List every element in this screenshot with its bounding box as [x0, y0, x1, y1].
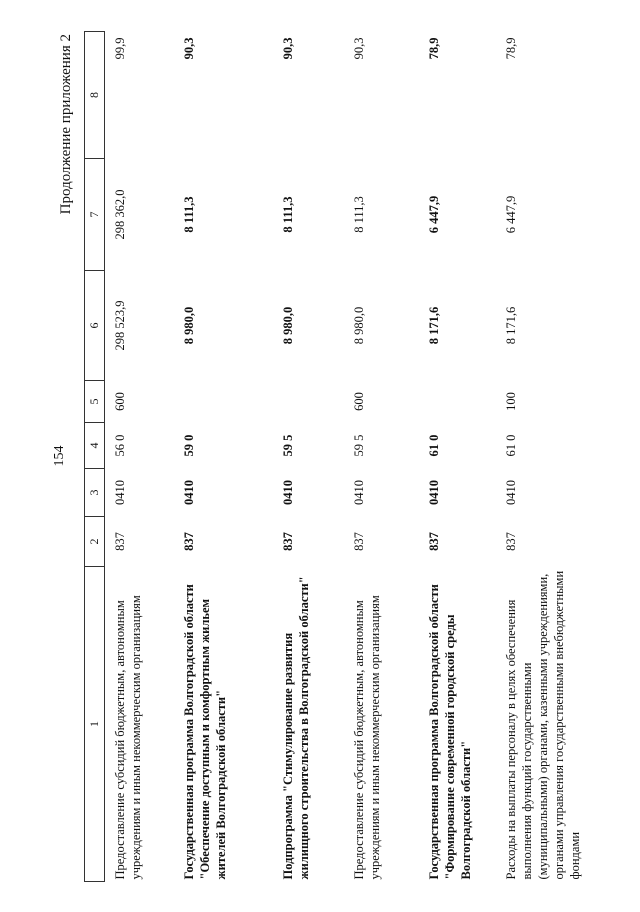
actual-amount: 6 447,9: [504, 195, 518, 234]
target-article-code: 59 0: [182, 434, 196, 457]
execution-percent: 90,3: [182, 37, 196, 60]
expense-type-code: [419, 381, 496, 423]
column-header: 1: [85, 567, 105, 882]
planned-amount: 8 171,6: [504, 306, 518, 345]
execution-percent: 78,9: [504, 37, 518, 60]
section-code: 0410: [504, 480, 518, 505]
row-name: Предоставление субсидий бюджетным, автономным учреждениям и иным некоммерческим организациям: [352, 595, 382, 880]
target-article-code: 56 0: [113, 434, 127, 457]
section-code: 0410: [182, 480, 196, 505]
continuation-label: Продолжение приложения 2: [58, 34, 74, 215]
actual-amount: 8 111,3: [352, 196, 366, 233]
row-name: Государственная программа Волгоградской области "Формирование современной городской среды Волгоградской области": [427, 584, 473, 880]
expense-type-code: 100: [504, 392, 518, 411]
planned-amount: 298 523,9: [113, 300, 127, 351]
row-name: Подпрограмма "Стимулирование развития жилищного строительства в Волгоградской области": [281, 576, 311, 880]
page-number: 154: [52, 445, 67, 467]
column-header: 8: [85, 32, 105, 159]
ved-code: 837: [113, 532, 127, 551]
budget-table: [84, 31, 587, 882]
row-name: Государственная программа Волгоградской области "Обеспечение доступным и комфортным жильем жителей Волгоградской области": [182, 584, 228, 880]
column-header: 7: [85, 159, 105, 271]
execution-percent: 99,9: [113, 37, 127, 60]
column-header: 3: [85, 469, 105, 517]
section-code: 0410: [281, 480, 295, 505]
target-article-code: 59 5: [352, 434, 366, 457]
row-name: Расходы на выплаты персоналу в целях обеспечения выполнения функций государственными (муниципальными) органами, казенными учреждениями, органами управления государственными внебюджетными фондами: [504, 570, 582, 880]
column-header: 5: [85, 381, 105, 423]
planned-amount: 8 980,0: [182, 306, 196, 345]
actual-amount: 8 111,3: [281, 196, 295, 233]
planned-amount: 8 171,6: [427, 306, 441, 345]
execution-percent: 78,9: [427, 37, 441, 60]
ved-code: 837: [352, 532, 366, 551]
actual-amount: 6 447,9: [427, 195, 441, 234]
table-row: [344, 32, 419, 882]
execution-percent: 90,3: [281, 37, 295, 60]
actual-amount: 8 111,3: [182, 196, 196, 233]
ved-code: 837: [281, 532, 295, 551]
ved-code: 837: [504, 532, 518, 551]
actual-amount: 298 362,0: [113, 189, 127, 240]
table-row: [105, 32, 175, 882]
ved-code: 837: [427, 532, 441, 551]
execution-percent: 90,3: [352, 37, 366, 60]
table-row: [419, 32, 496, 882]
section-code: 0410: [427, 480, 441, 505]
planned-amount: 8 980,0: [281, 306, 295, 345]
target-article-code: 61 0: [427, 434, 441, 457]
ved-code: 837: [182, 532, 196, 551]
column-header: 4: [85, 423, 105, 469]
column-number-row: [85, 32, 105, 882]
expense-type-code: [273, 381, 344, 423]
target-article-code: 61 0: [504, 434, 518, 457]
table-row: [273, 32, 344, 882]
section-code: 0410: [113, 480, 127, 505]
table-row: [496, 32, 587, 882]
column-header: 6: [85, 271, 105, 381]
section-code: 0410: [352, 480, 366, 505]
expense-type-code: 600: [352, 392, 366, 411]
expense-type-code: 600: [113, 392, 127, 411]
column-header: 2: [85, 517, 105, 567]
planned-amount: 8 980,0: [352, 306, 366, 345]
target-article-code: 59 5: [281, 434, 295, 457]
expense-type-code: [174, 381, 273, 423]
table-row: [174, 32, 273, 882]
row-name: Предоставление субсидий бюджетным, автономным учреждениям и иным некоммерческим организациям: [113, 595, 143, 880]
